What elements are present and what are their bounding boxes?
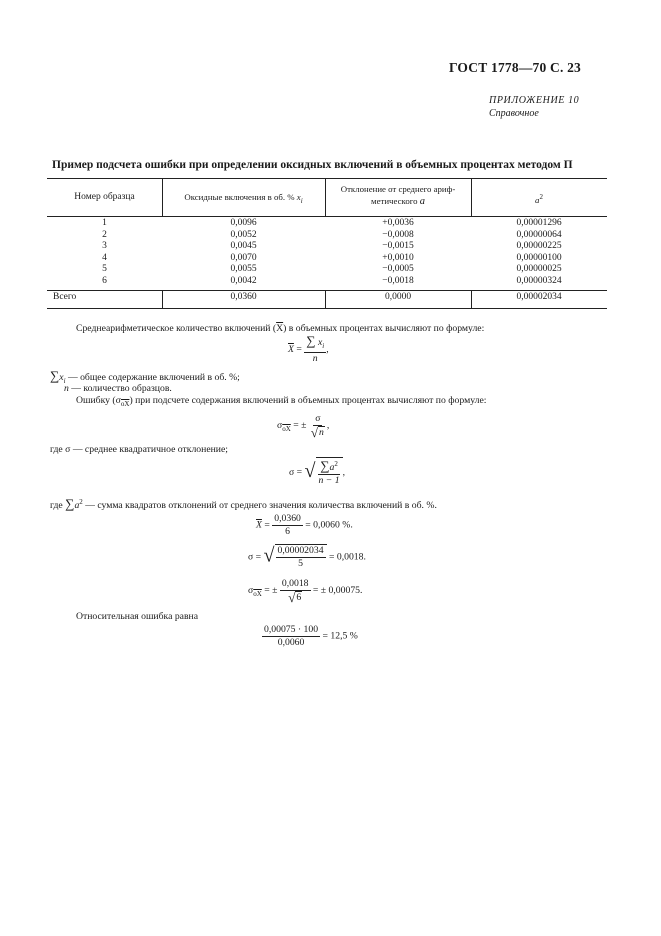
sum-squares-definition: где $\sum a^2$ — сумма квадратов отклонений от среднего значения количества включений в об. %. (50, 496, 437, 511)
cell-oxide: 0,0055 (230, 264, 257, 275)
sum-definition: $\sum x_i$ — общее содержание включений в об. %; (50, 368, 240, 385)
n-definition: n — количество образцов. (64, 383, 172, 394)
error-intro: Ошибку $(\sigma_{\overline{oX}})$ при подсчете содержания включений в объемных процентах вычисляют по формуле: (76, 395, 487, 408)
cell-deviation: −0,0015 (382, 241, 414, 252)
cell-oxide: 0,0052 (230, 229, 257, 240)
cell-sample: 2 (102, 229, 107, 240)
header-oxide: Оксидные включения в об. % $x_i$ (184, 192, 303, 205)
table-total-border (47, 290, 607, 291)
cell-deviation: −0,0008 (382, 229, 414, 240)
sigma-formula: σ = √ $\frac{\sum a^2}{n - 1}$ , (289, 458, 346, 487)
table-header-border (47, 216, 607, 217)
total-label: Всего (53, 292, 77, 302)
header-sample: Номер образца (74, 192, 135, 202)
cell-deviation: +0,0010 (382, 252, 414, 263)
calc-sigma: σ = √ $\frac{0,00002034}{5}$ = 0,0018. (248, 544, 366, 569)
relative-error-label: Относительная ошибка равна (76, 611, 199, 622)
cell-sample: 3 (102, 241, 107, 252)
cell-oxide: 0,0042 (230, 276, 257, 286)
cell-oxide: 0,0096 (230, 218, 257, 228)
error-formula: $\sigma_{\overline{oX}}$ = ± $\frac{\sigma}{√n}$ , (277, 413, 330, 440)
total-square: 0,00002034 (516, 292, 562, 302)
cell-square: 0,00000100 (516, 252, 562, 263)
relative-error-formula: $\frac{0,00075 \cdot 100}{0,0060}$ = 12,5 % (264, 624, 358, 648)
table-title: Пример подсчета ошибки при определении оксидных включений в объемных процентах методом П (52, 159, 573, 171)
cell-sample: 6 (102, 276, 107, 286)
sigma-definition: где σ — среднее квадратичное отклонение; (50, 444, 228, 455)
cell-oxide: 0,0070 (230, 252, 257, 263)
table-top-border (47, 178, 607, 179)
cell-deviation: −0,0005 (382, 264, 414, 275)
calc-error: $\sigma_{\overline{oX}}$ = ± $\frac{0,0018}{√6}$ = ± 0,00075. (248, 578, 363, 605)
cell-sample: 4 (102, 252, 107, 263)
header-deviation: Отклонение от среднего ариф- метического a (340, 184, 456, 207)
header-square: $a^2$ (535, 193, 543, 205)
cell-sample: 5 (102, 264, 107, 275)
appendix-type: Справочное (489, 108, 539, 119)
mean-formula: $\overline{X}$ = $\frac{\sum x_i}{n}$ , (288, 333, 329, 364)
total-oxide: 0,0360 (230, 292, 257, 302)
mean-intro: Среднеарифметическое количество включений $(\overline{X})$ в объемных процентах вычисляют по формуле: (76, 323, 485, 334)
cell-deviation: −0,0018 (382, 276, 414, 286)
cell-square: 0,00001296 (516, 218, 562, 228)
table-bottom-border (47, 308, 607, 309)
cell-deviation: +0,0036 (382, 218, 414, 228)
cell-oxide: 0,0045 (230, 241, 257, 252)
calc-mean: $\overline{X}$ = $\frac{0,0360}{6}$ = 0,0060 %. (256, 513, 353, 537)
total-deviation: 0,0000 (384, 292, 412, 302)
cell-square: 0,00000324 (516, 276, 562, 286)
cell-square: 0,00000025 (516, 264, 562, 275)
cell-square: 0,00000225 (516, 241, 562, 252)
cell-sample: 1 (102, 218, 107, 228)
cell-square: 0,00000064 (516, 229, 562, 240)
document-header: ГОСТ 1778—70 С. 23 (448, 60, 581, 75)
appendix-label: ПРИЛОЖЕНИЕ 10 (489, 95, 580, 106)
